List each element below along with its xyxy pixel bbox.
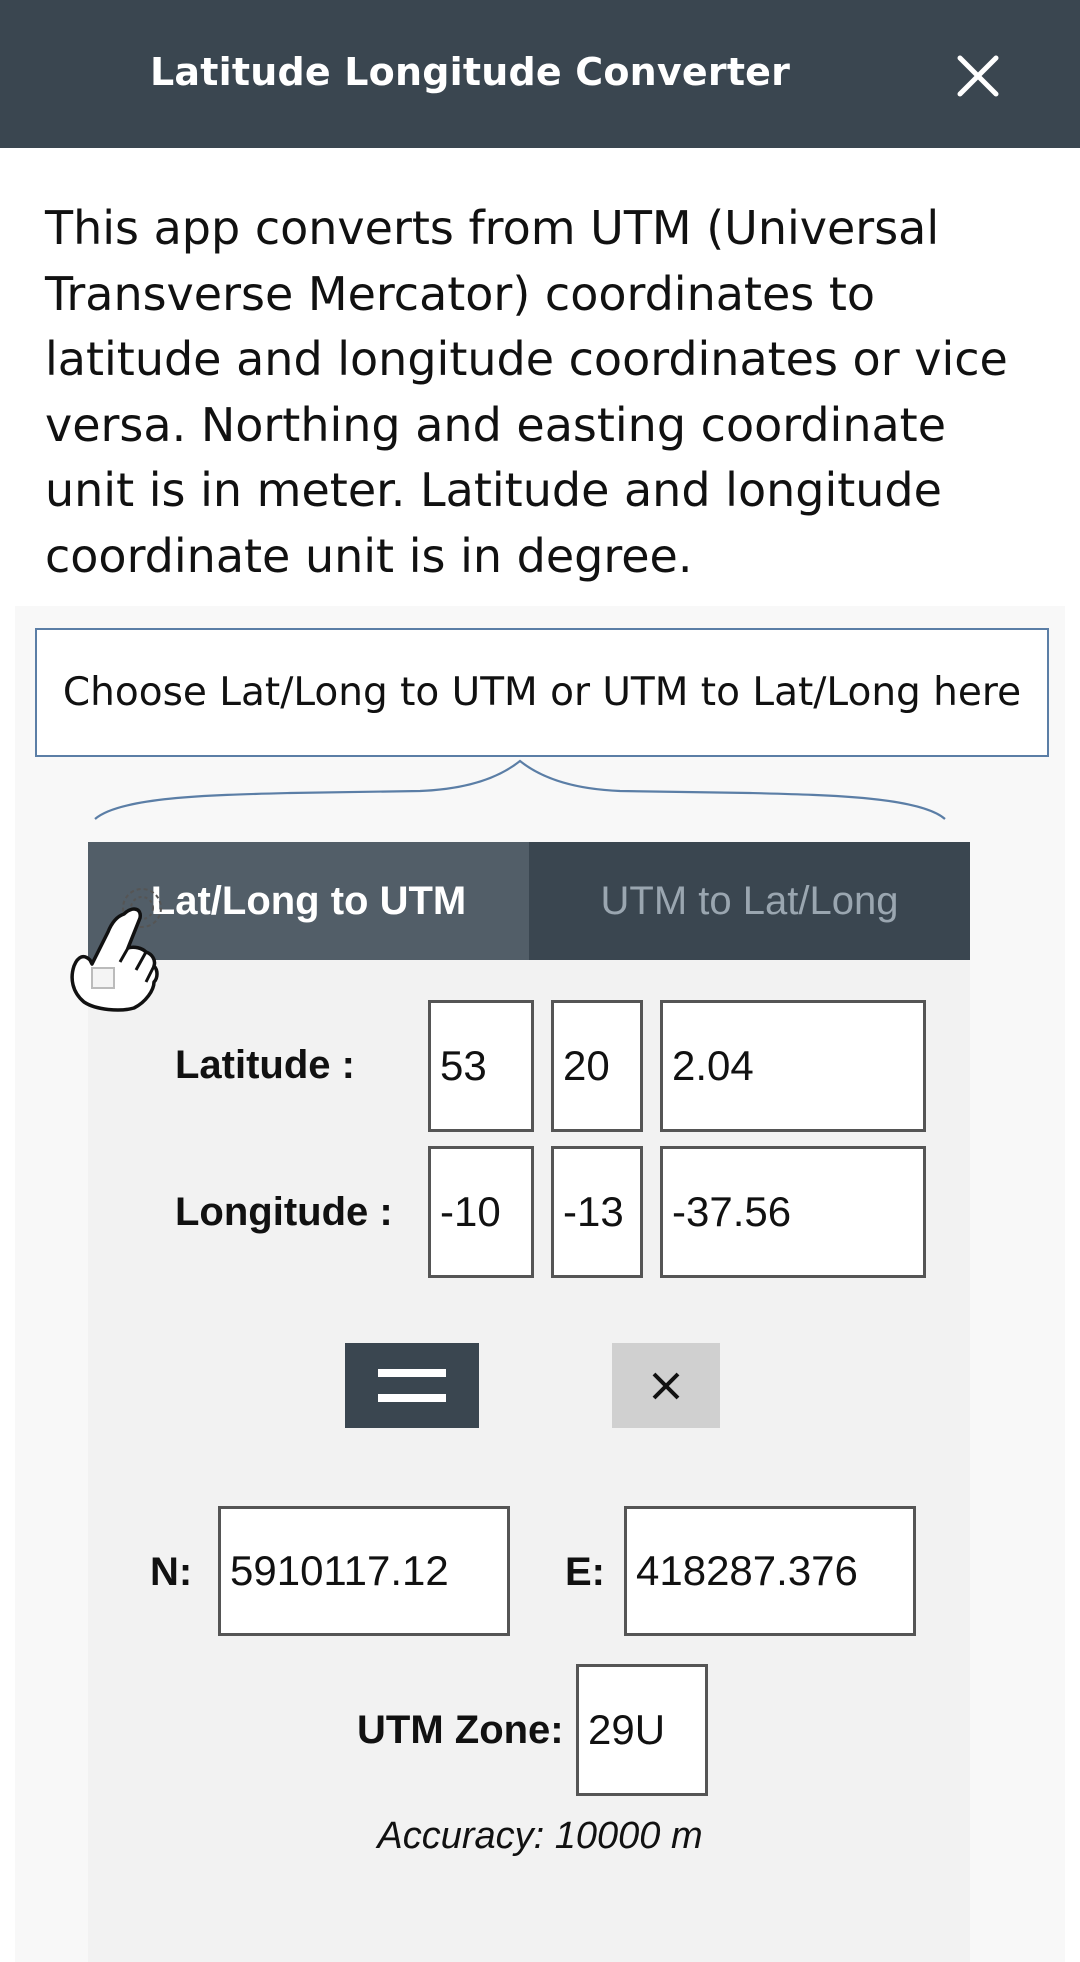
callout-box xyxy=(35,628,1049,757)
accuracy-text: Accuracy: 10000 m xyxy=(377,1815,703,1857)
longitude-seconds-value: -37.56 xyxy=(672,1188,792,1235)
longitude-seconds-field[interactable] xyxy=(660,1146,926,1278)
longitude-degrees-field[interactable] xyxy=(428,1146,534,1278)
mode-tabs xyxy=(88,842,970,960)
latitude-degrees-field[interactable] xyxy=(428,1000,534,1132)
northing-value: 5910117.12 xyxy=(230,1547,449,1594)
clear-icon xyxy=(650,1370,682,1402)
latitude-seconds-field[interactable] xyxy=(660,1000,926,1132)
longitude-degrees-value: -10 xyxy=(440,1188,501,1235)
easting-value: 418287.376 xyxy=(636,1547,858,1594)
tab-utm-to-latlong[interactable] xyxy=(529,842,970,960)
tap-hand-icon xyxy=(62,862,182,1012)
utm-zone-label: UTM Zone: xyxy=(357,1708,564,1752)
brace-icon xyxy=(90,757,950,827)
easting-label: E: xyxy=(565,1550,605,1594)
northing-field[interactable] xyxy=(218,1506,510,1636)
convert-button[interactable] xyxy=(345,1343,479,1428)
clear-button[interactable] xyxy=(612,1343,720,1428)
latitude-minutes-field[interactable] xyxy=(551,1000,643,1132)
longitude-minutes-field[interactable] xyxy=(551,1146,643,1278)
utm-zone-field[interactable] xyxy=(576,1664,708,1796)
utm-zone-value: 29U xyxy=(588,1706,666,1753)
tab-label: Lat/Long to UTM xyxy=(150,878,467,923)
longitude-minutes-value: -13 xyxy=(563,1188,624,1235)
longitude-label: Longitude : xyxy=(175,1190,393,1234)
northing-label: N: xyxy=(150,1550,193,1594)
callout-text: Choose Lat/Long to UTM or UTM to Lat/Long here xyxy=(62,670,1022,715)
close-icon[interactable] xyxy=(950,48,1006,104)
easting-field[interactable] xyxy=(624,1506,916,1636)
latitude-minutes-value: 20 xyxy=(563,1042,610,1089)
header-bar xyxy=(0,0,1080,148)
latitude-label: Latitude : xyxy=(175,1043,355,1087)
intro-text: This app converts from UTM (Universal Transverse Mercator) coordinates to latitude and longitude coordinates or vice versa. Northing and easting coordinate unit is in meter. Latitude and longitude coordinate unit is in degree. xyxy=(45,201,1008,583)
latitude-degrees-value: 53 xyxy=(440,1042,487,1089)
page-title: Latitude Longitude Converter xyxy=(150,50,791,94)
latitude-seconds-value: 2.04 xyxy=(672,1042,754,1089)
tab-label: UTM to Lat/Long xyxy=(600,878,899,923)
